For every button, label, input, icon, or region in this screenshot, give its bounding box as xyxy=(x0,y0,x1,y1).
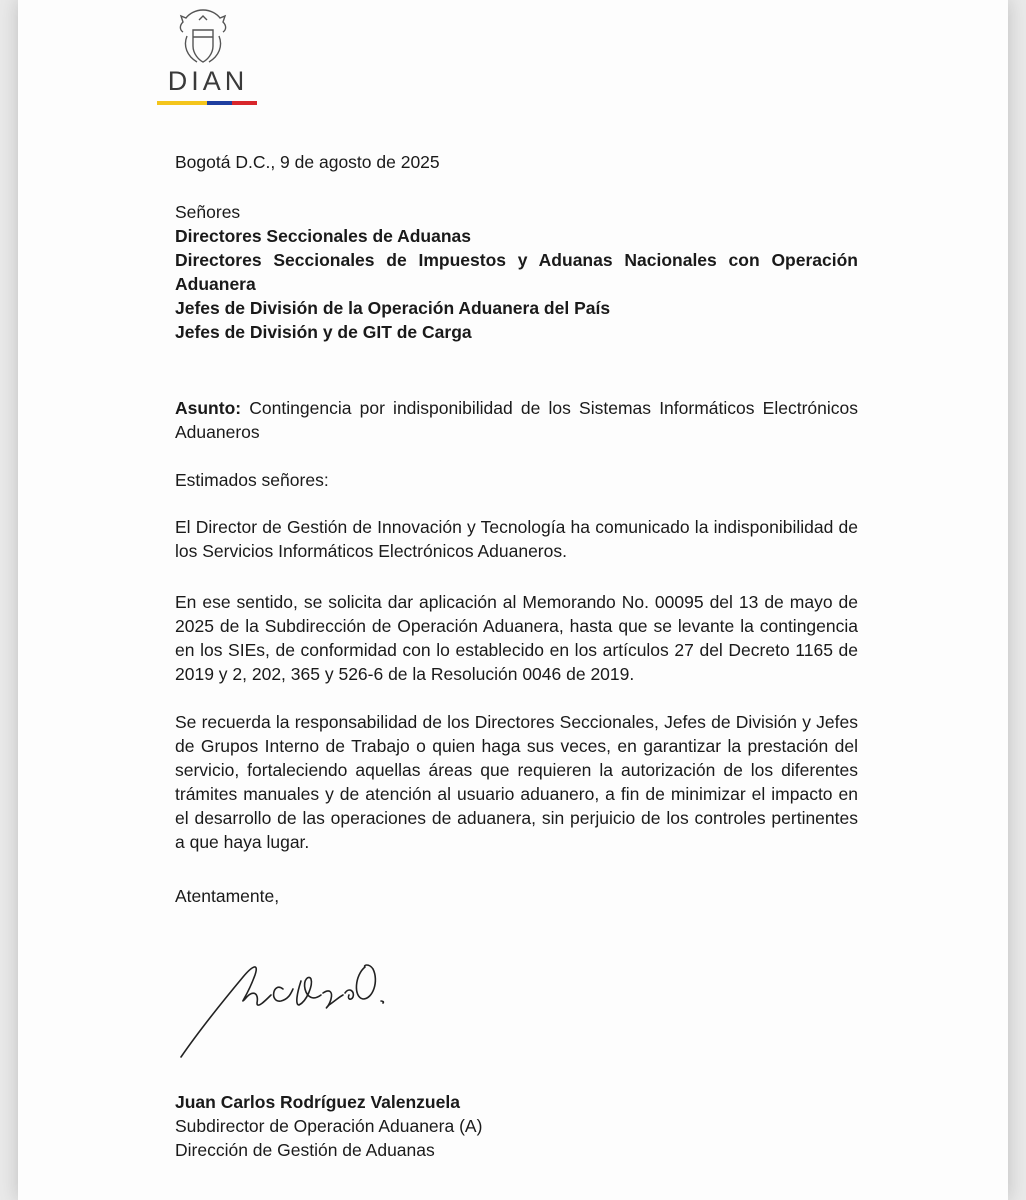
recipient-line: Directores Seccionales de Impuestos y Aduanas Nacionales con Operación Aduanera xyxy=(175,250,858,294)
dian-logo xyxy=(153,6,263,116)
signer-name: Juan Carlos Rodríguez Valenzuela xyxy=(175,1092,460,1112)
recipient-line: Jefes de División y de GIT de Carga xyxy=(175,322,472,342)
dian-logo-text: DIAN xyxy=(167,66,249,96)
handwritten-signature xyxy=(173,945,433,1065)
body-paragraph: Se recuerda la responsabilidad de los Directores Seccionales, Jefes de División y Jefes de Grupos Interno de Trabajo o quien haga sus veces, en garantizar la prestación del servicio, fortaleciendo aquellas áreas que requieren la autorización de los diferentes trámites manuales y de atención al usuario aduanero, a fin de minimizar el impacto en el desarrollo de las operaciones de aduanera, sin perjuicio de los controles pertinentes a que haya lugar. xyxy=(175,712,858,852)
recipient-line: Directores Seccionales de Aduanas xyxy=(175,226,472,246)
letter-page xyxy=(18,0,1008,1200)
recipient-line: Jefes de División de la Operación Aduanera del País xyxy=(175,298,611,318)
flag-stripe xyxy=(157,101,257,105)
closing: Atentamente, xyxy=(175,886,280,906)
greeting: Estimados señores: xyxy=(175,470,329,490)
body-paragraph: El Director de Gestión de Innovación y Tecnología ha comunicado la indisponibilidad de los Servicios Informáticos Electrónicos Aduaneros. xyxy=(175,517,858,561)
subject-line xyxy=(175,396,858,444)
coat-of-arms-icon xyxy=(173,6,233,68)
signer-title: Subdirector de Operación Aduanera (A) xyxy=(175,1116,483,1136)
body-paragraph: En ese sentido, se solicita dar aplicación al Memorando No. 00095 del 13 de mayo de 2025 de la Subdirección de Operación Aduanera, hasta que se levante la contingencia en los SIEs, de conformidad con lo establecido en los artículos 27 del Decreto 1165 de 2019 y 2, 202, 365 y 526-6 de la Resolución 0046 de 2019. xyxy=(175,592,858,684)
signer-department: Dirección de Gestión de Aduanas xyxy=(175,1140,435,1160)
subject-text: Contingencia por indisponibilidad de los Sistemas Informáticos Electrónicos Aduaneros xyxy=(175,398,858,442)
salutation: Señores xyxy=(175,202,241,222)
letter-date: Bogotá D.C., 9 de agosto de 2025 xyxy=(175,152,440,172)
subject-label: Asunto: xyxy=(175,398,242,418)
recipients-block xyxy=(175,200,858,344)
signer-block xyxy=(175,1090,858,1162)
